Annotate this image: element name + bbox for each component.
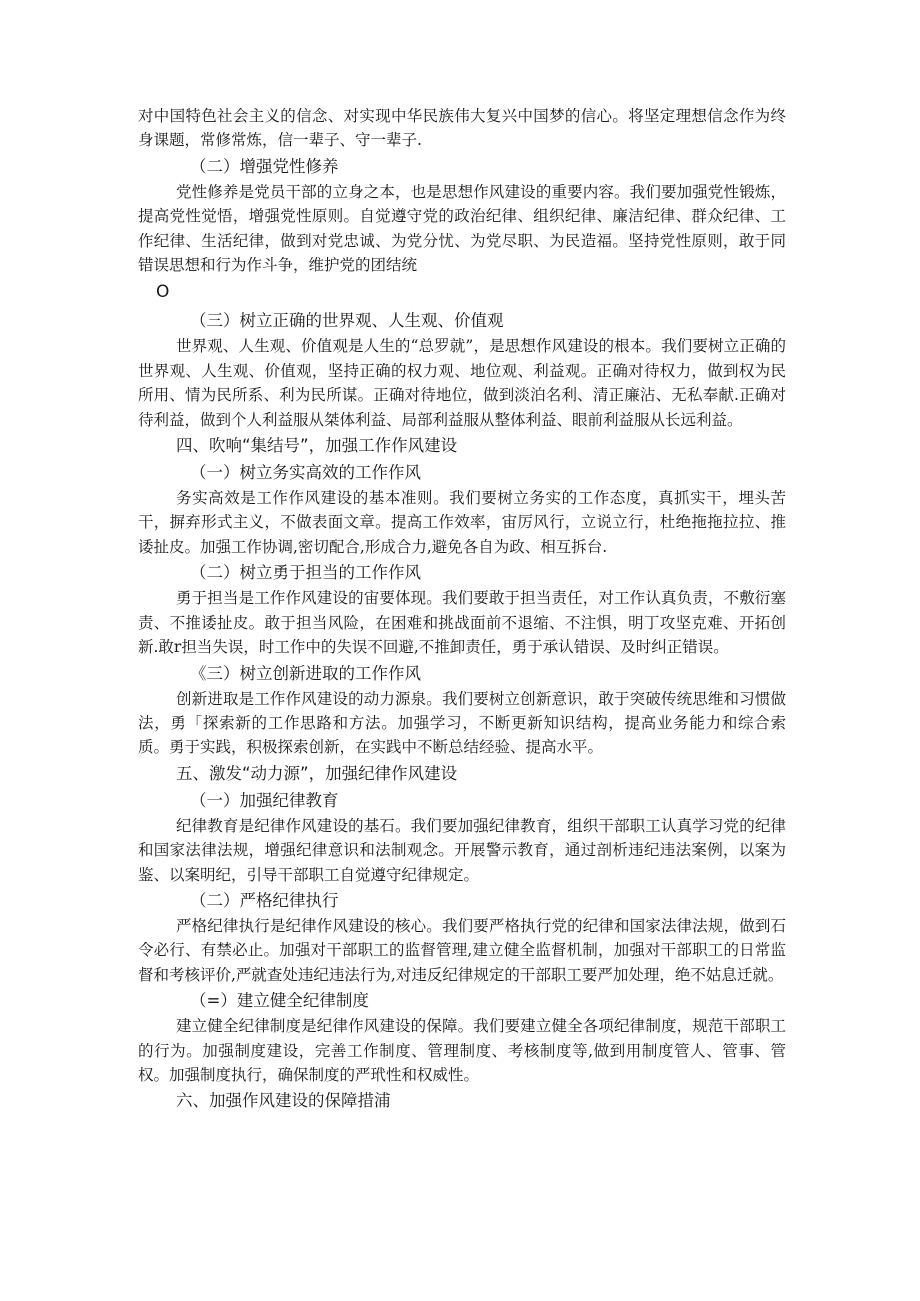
paragraph: 党性修养是党员干部的立身之本，也是思想作风建设的重要内容。我们要加强党性锻炼，提高党性觉悟，增强党性原则。自觉遵守党的政治纪律、组织纪律、廉洁纪律、群众纪律、工作纪律、生活纪律，做到对党忠诚、为党分忧、为党尽职、为民造福。坚持党性原则，敢于同错误思想和行为作斗争，维护党的团结统 <box>138 182 786 275</box>
paragraph: 世界观、人生观、价值观是人生的“总罗就”，是思想作风建设的根本。我们要树立正确的世界观、人生观、价值观，坚持正确的权力观、地位观、利益观。正确对待权力，做到权为民所用、情为民所系、利为民所谋。正确对待地位，做到淡泊名利、清正廉沾、无私奉献.正确对待利益，做到个人利益服从桀体利益、局部利益服从整体利益、眼前利益服从长远利益。 <box>138 337 786 429</box>
section-heading: （二）严格纪律执行 <box>190 890 339 910</box>
paragraph: 创新进取是工作作风建设的动力源泉。我们要树立创新意识，敢于突破传统思维和习惯做法，勇「探索新的工作思路和方法。加强学习，不断更新知识结构，提高业务能力和综合索质。勇于实践，积极探索创新，在实践中不断总结经验、提高水平。 <box>138 689 786 757</box>
section-heading: （二）树立勇于担当的工作作风 <box>190 563 421 583</box>
paragraph: 建立健全纪律制度是纪律作风建设的保障。我们要建立健全各项纪律制度，规范干部职工的行为。加强制度建设，完善工作制度、管理制度、考核制度等,做到用制度管人、管事、管权。加强制度执行，确保制度的严玳性和权威性。 <box>138 1017 786 1084</box>
section-heading: （=）建立健全纪律制度 <box>190 991 369 1011</box>
paragraph: 勇于担当是工作作风建设的宙要体现。我们要敢于担当责任，对工作认真负责，不敷衍塞责、不推诿扯皮。敢于担当风险，在困难和挑战面前不退缩、不注惧，明丁攻坚克难、开拓创新.敢r担当失误，时工作中的失误不回避,不推卸责任，勇于承认错误、及时纠正错误。 <box>138 589 786 657</box>
stray-character: O <box>156 282 170 303</box>
chapter-heading: 五、激发“动力源”，加强纪律作风建设 <box>176 763 458 783</box>
section-heading: （一）树立务实高效的工作作风 <box>190 463 421 483</box>
chapter-heading: 六、加强作风建设的保障措浦 <box>176 1091 391 1111</box>
chapter-heading: 四、吹响“集结号”，加强工作作风建设 <box>176 436 458 456</box>
paragraph: 纪律教育是纪律作风建设的基石。我们要加强纪律教育，组织干部职工认真学习党的纪律和国家法律法规，增强纪律意识和法制观念。开展警示教育，通过剖析违纪违法案例，以案为鉴、以案明纪，引导干部职工自觉遵守纪律规定。 <box>138 816 786 884</box>
paragraph: 务实高效是工作作风建设的基本准则。我们要树立务实的工作态度，真抓实干，埋头苦干，摒弃形式主义，不做表面文章。提高工作效率，宙厉风行，立说立行，杜绝拖拖拉拉、推诿扯皮。加强工作协调,密切配合,形成合力,避免各自为政、相互拆台. <box>138 489 786 556</box>
section-heading: （一）加强纪律教育 <box>190 790 339 810</box>
document-body <box>138 104 786 1114</box>
section-heading: （三）树立正确的世界观、人生观、价值观 <box>190 311 504 331</box>
section-heading: （二）增强党性修养 <box>190 156 339 176</box>
section-heading: 《三）树立创新进取的工作作风 <box>190 663 421 683</box>
paragraph: 对中国特色社会主义的信念、对实现中华民族伟大复兴中国梦的信心。将坚定理想信念作为终身课题，常修常炼，信一辈子、守一辈子. <box>138 107 786 150</box>
paragraph: 严格纪律执行是纪律作风建设的核心。我们要严格执行党的纪律和国家法律法规，做到石令必行、有禁必止。加强对干部职工的监督管理,建立健全监督机制，加强对干部职工的日常监督和考核评价,严就查处违纪违法行为,对违反纪律规定的干部职工要严加处理，绝不姑息迁就。 <box>138 916 786 984</box>
